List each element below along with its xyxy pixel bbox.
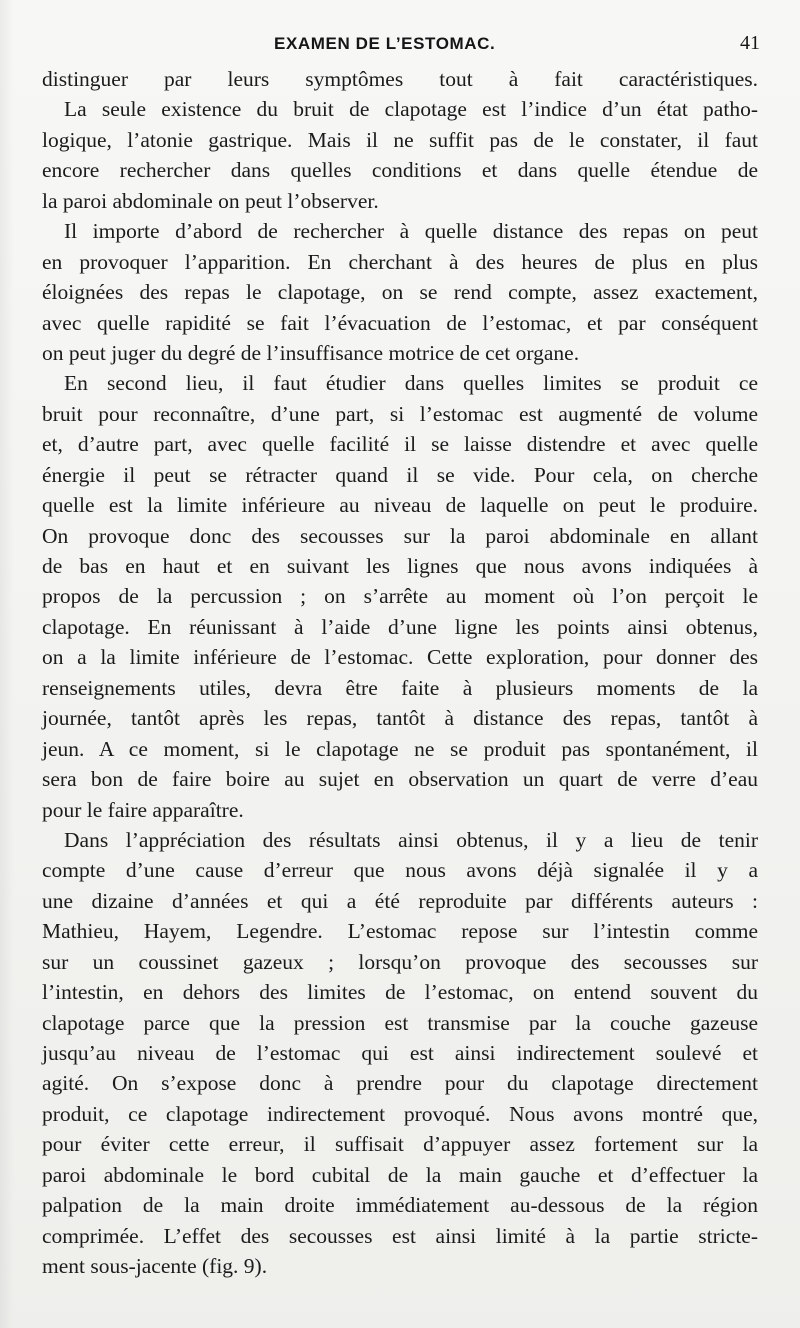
text-line: encore rechercher dans quelles conditions et dans quelle étendue de	[42, 158, 758, 183]
text-line: avec quelle rapidité se fait l’évacuation de l’estomac, et par conséquent	[42, 310, 758, 335]
text-line: agité. On s’expose donc à prendre pour du clapotage directement	[42, 1071, 758, 1096]
text-line: La seule existence du bruit de clapotage est l’indice d’un état patho-	[64, 97, 758, 122]
text-line: et, d’autre part, avec quelle facilité il se laisse distendre et avec quelle	[42, 432, 758, 457]
text-line: palpation de la main droite immédiatement au-dessous de la région	[42, 1193, 758, 1218]
text-line: comprimée. L’effet des secousses est ainsi limité à la partie stricte-	[42, 1223, 758, 1248]
text-line: propos de la percussion ; on s’arrête au moment où l’on perçoit le	[42, 584, 758, 609]
text-line: En second lieu, il faut étudier dans quelles limites se produit ce	[64, 371, 758, 396]
text-line: produit, ce clapotage indirectement provoqué. Nous avons montré que,	[42, 1101, 758, 1126]
text-line: sur un coussinet gazeux ; lorsqu’on provoque des secousses sur	[42, 949, 758, 974]
text-line: clapotage parce que la pression est transmise par la couche gazeuse	[42, 1010, 758, 1035]
text-line: compte d’une cause d’erreur que nous avons déjà signalée il y a	[42, 858, 758, 883]
text-line: distinguer par leurs symptômes tout à fait caractéristiques.	[42, 67, 758, 91]
text-line: jusqu’au niveau de l’estomac qui est ainsi indirectement soulevé et	[42, 1041, 758, 1065]
text-line: logique, l’atonie gastrique. Mais il ne suffit pas de le constater, il faut	[42, 127, 758, 152]
text-line: Il importe d’abord de rechercher à quelle distance des repas on peut	[64, 219, 758, 244]
text-line: sera bon de faire boire au sujet en observation un quart de verre d’eau	[42, 767, 758, 792]
text-line: bruit pour reconnaître, d’une part, si l’estomac est augmenté de volume	[42, 401, 758, 426]
text-line: de bas en haut et en suivant les lignes que nous avons indiquées à	[42, 554, 758, 578]
text-line: On provoque donc des secousses sur la paroi abdominale en allant	[42, 523, 758, 548]
text-line: en provoquer l’apparition. En cherchant à des heures de plus en plus	[42, 249, 758, 274]
text-line: pour le faire apparaître.	[42, 797, 244, 822]
text-line: renseignements utiles, devra être faite à plusieurs moments de la	[42, 675, 758, 700]
text-line: une dizaine d’années et qui a été reproduite par différents auteurs :	[42, 888, 758, 913]
text-line: pour éviter cette erreur, il suffisait d’appuyer assez fortement sur la	[42, 1132, 758, 1157]
text-line: journée, tantôt après les repas, tantôt à distance des repas, tantôt à	[42, 706, 758, 731]
text-line: clapotage. En réunissant à l’aide d’une ligne les points ainsi obtenus,	[42, 614, 758, 639]
text-line: la paroi abdominale on peut l’observer.	[42, 188, 379, 213]
text-line: éloignées des repas le clapotage, on se rend compte, assez exactement,	[42, 280, 758, 305]
text-line: on a la limite inférieure de l’estomac. Cette exploration, pour donner des	[42, 645, 758, 670]
text-line: quelle est la limite inférieure au niveau de laquelle on peut le produire.	[42, 493, 758, 518]
text-line: ment sous-jacente (fig. 9).	[42, 1254, 268, 1279]
text-line: paroi abdominale le bord cubital de la main gauche et d’effectuer la	[42, 1162, 758, 1187]
text-line: l’intestin, en dehors des limites de l’estomac, on entend souvent du	[42, 980, 758, 1005]
text-line: jeun. A ce moment, si le clapotage ne se produit pas spontanément, il	[42, 736, 758, 761]
text-line: Dans l’appréciation des résultats ainsi obtenus, il y a lieu de tenir	[64, 827, 758, 852]
text-line: Mathieu, Hayem, Legendre. L’estomac repose sur l’intestin comme	[42, 919, 758, 944]
body-text	[42, 64, 758, 1282]
text-line: énergie il peut se rétracter quand il se vide. Pour cela, on cherche	[42, 462, 758, 487]
running-head	[0, 32, 800, 58]
text-line: on peut juger du degré de l’insuffisance motrice de cet organe.	[42, 340, 580, 365]
page-number: 41	[740, 32, 760, 54]
running-head-title: EXAMEN DE L’ESTOMAC.	[274, 34, 496, 53]
